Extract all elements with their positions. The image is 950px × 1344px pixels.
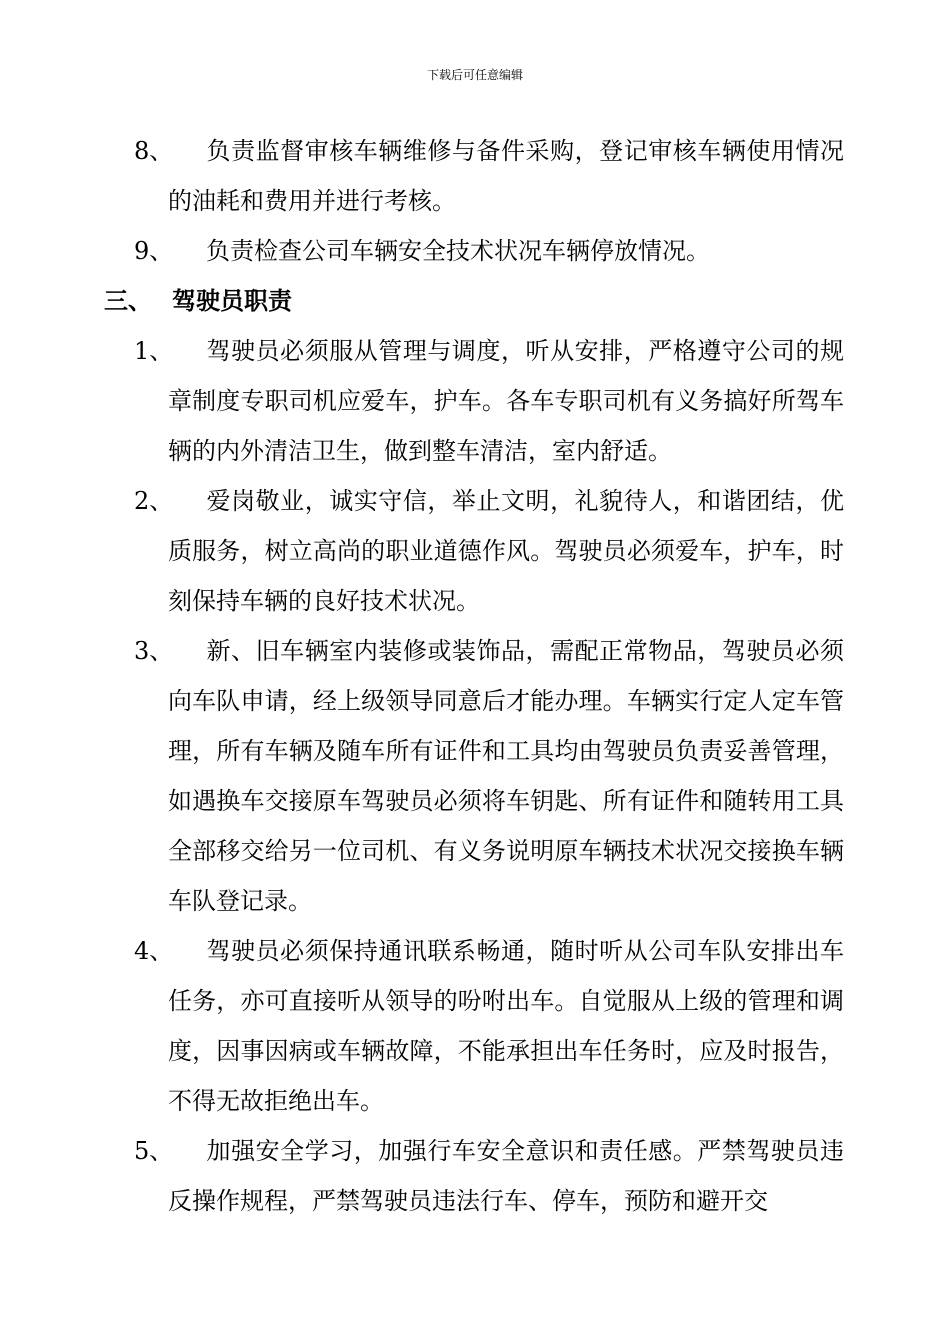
list-item: [0, 226, 844, 276]
item-text: 加强安全学习，加强行车安全意识和责任感。严禁驾驶员违反操作规程，严禁驾驶员违法行车、停车，预防和避开交: [168, 1137, 844, 1215]
item-text: 驾驶员必须服从管理与调度，听从安排，严格遵守公司的规章制度专职司机应爱车，护车。各车专职司机有义务搞好所驾车辆的内外清洁卫生，做到整车清洁，室内舒适。: [168, 337, 844, 465]
item-number: 5、: [134, 1137, 174, 1165]
section-number: 三、: [104, 286, 152, 315]
item-text: 负责监督审核车辆维修与备件采购，登记审核车辆使用情况的油耗和费用并进行考核。: [168, 137, 844, 215]
section-heading: [0, 276, 950, 326]
item-number: 2、: [134, 487, 174, 515]
item-text: 负责检查公司车辆安全技术状况车辆停放情况。: [206, 237, 710, 265]
list-item: [0, 1126, 844, 1226]
item-text: 驾驶员必须保持通讯联系畅通，随时听从公司车队安排出车任务，亦可直接听从领导的吩咐出车。自觉服从上级的管理和调度，因事因病或车辆故障，不能承担出车任务时，应及时报告，不得无故拒绝出车。: [168, 937, 844, 1115]
page-header-note: 下载后可任意编辑: [426, 68, 523, 82]
item-number: 9、: [134, 237, 174, 265]
item-number: 3、: [134, 637, 174, 665]
item-number: 1、: [134, 337, 174, 365]
item-text: 新、旧车辆室内装修或装饰品，需配正常物品，驾驶员必须向车队申请，经上级领导同意后才能办理。车辆实行定人定车管理，所有车辆及随车所有证件和工具均由驾驶员负责妥善管理，如遇换车交接原车驾驶员必须将车钥匙、所有证件和随转用工具全部移交给另一位司机、有义务说明原车辆技术状况交接换车辆车队登记录。: [168, 637, 844, 915]
item-text: 爱岗敬业，诚实守信，举止文明，礼貌待人，和谐团结，优质服务，树立高尚的职业道德作风。驾驶员必须爱车，护车，时刻保持车辆的良好技术状况。: [168, 487, 844, 615]
section-title: 驾驶员职责: [172, 286, 292, 315]
document-body: [0, 126, 950, 1226]
list-item: [0, 926, 844, 1126]
item-number: 8、: [134, 137, 174, 165]
list-item: [0, 126, 844, 226]
list-item: [0, 326, 844, 476]
list-item: [0, 476, 844, 626]
item-number: 4、: [134, 937, 174, 965]
list-item: [0, 626, 844, 926]
